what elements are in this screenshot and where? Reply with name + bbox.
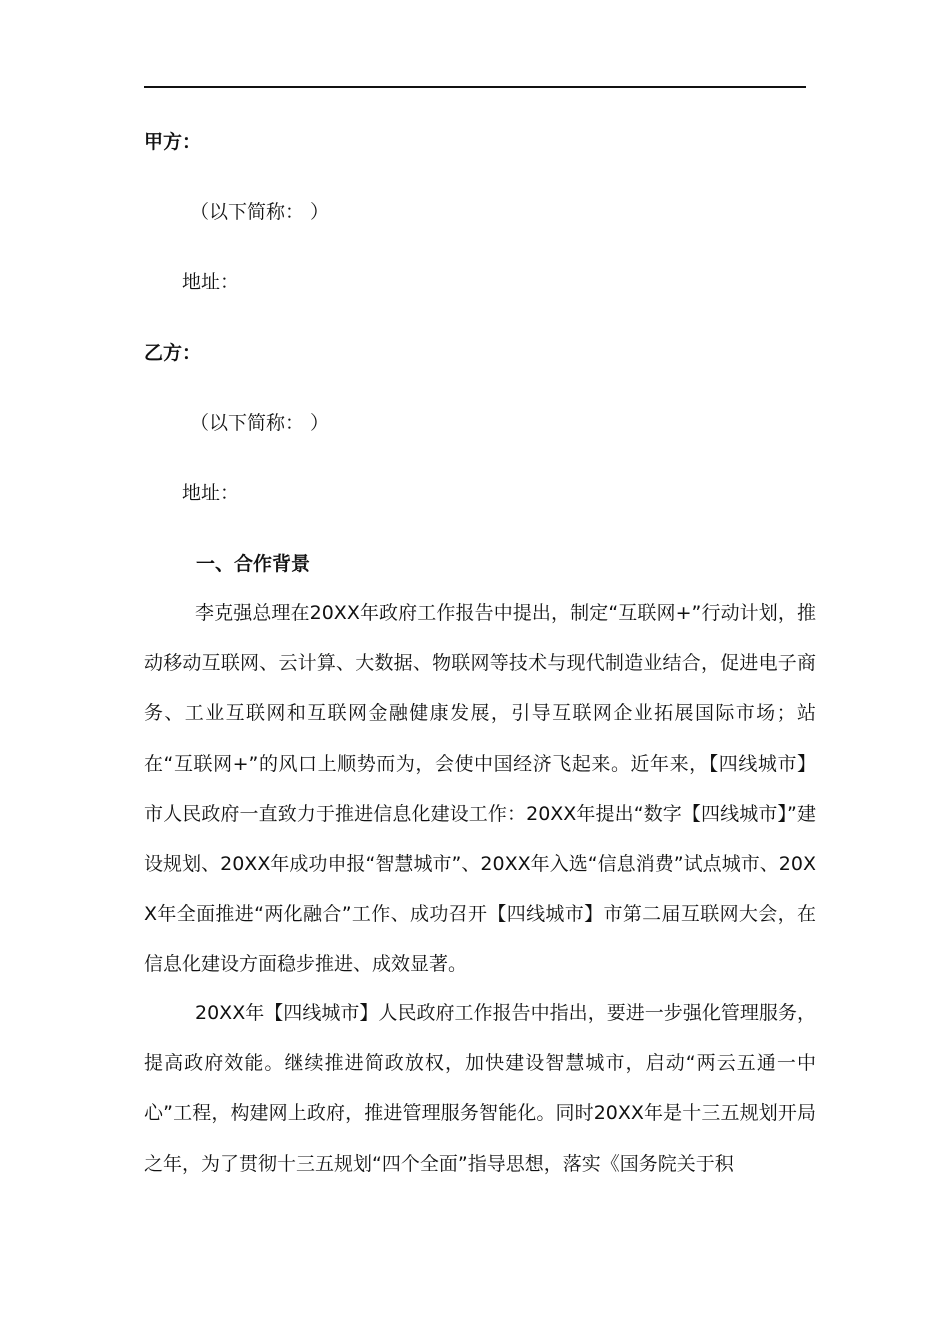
section-heading: 一、合作背景 [196, 553, 311, 575]
party-a-abbreviation: （以下简称： ） [190, 201, 330, 223]
party-a-address: 地址： [182, 271, 240, 293]
party-b-abbreviation: （以下简称： ） [190, 412, 330, 434]
header-rule [144, 86, 806, 88]
party-b-label: 乙方： [144, 342, 202, 364]
body-paragraph-1: 李克强总理在20XX年政府工作报告中提出，制定“互联网+”行动计划，推动移动互联网、云计算、大数据、物联网等技术与现代制造业结合，促进电子商务、工业互联网和互联网金融健康发展，引导互联网企业拓展国际市场；站在“互联网+”的风口上顺势而为，会使中国经济飞起来。近年来，【四线城市】市人民政府一直致力于推进信息化建设工作：20XX年提出“数字【四线城市】”建设规划、20XX年成功申报“智慧城市”、20XX年入选“信息消费”试点城市、20XX年全面推进“两化融合”工作、成功召开【四线城市】市第二届互联网大会，在信息化建设方面稳步推进、成效显著。 [144, 602, 816, 976]
party-b-address: 地址： [182, 482, 240, 504]
party-a-label: 甲方： [144, 131, 202, 153]
body-paragraph-2: 20XX年【四线城市】人民政府工作报告中指出，要进一步强化管理服务，提高政府效能。继续推进简政放权，加快建设智慧城市，启动“两云五通一中心”工程，构建网上政府，推进管理服务智能化。同时20XX年是十三五规划开局之年，为了贯彻十三五规划“四个全面”指导思想，落实《国务院关于积 [144, 1002, 816, 1175]
